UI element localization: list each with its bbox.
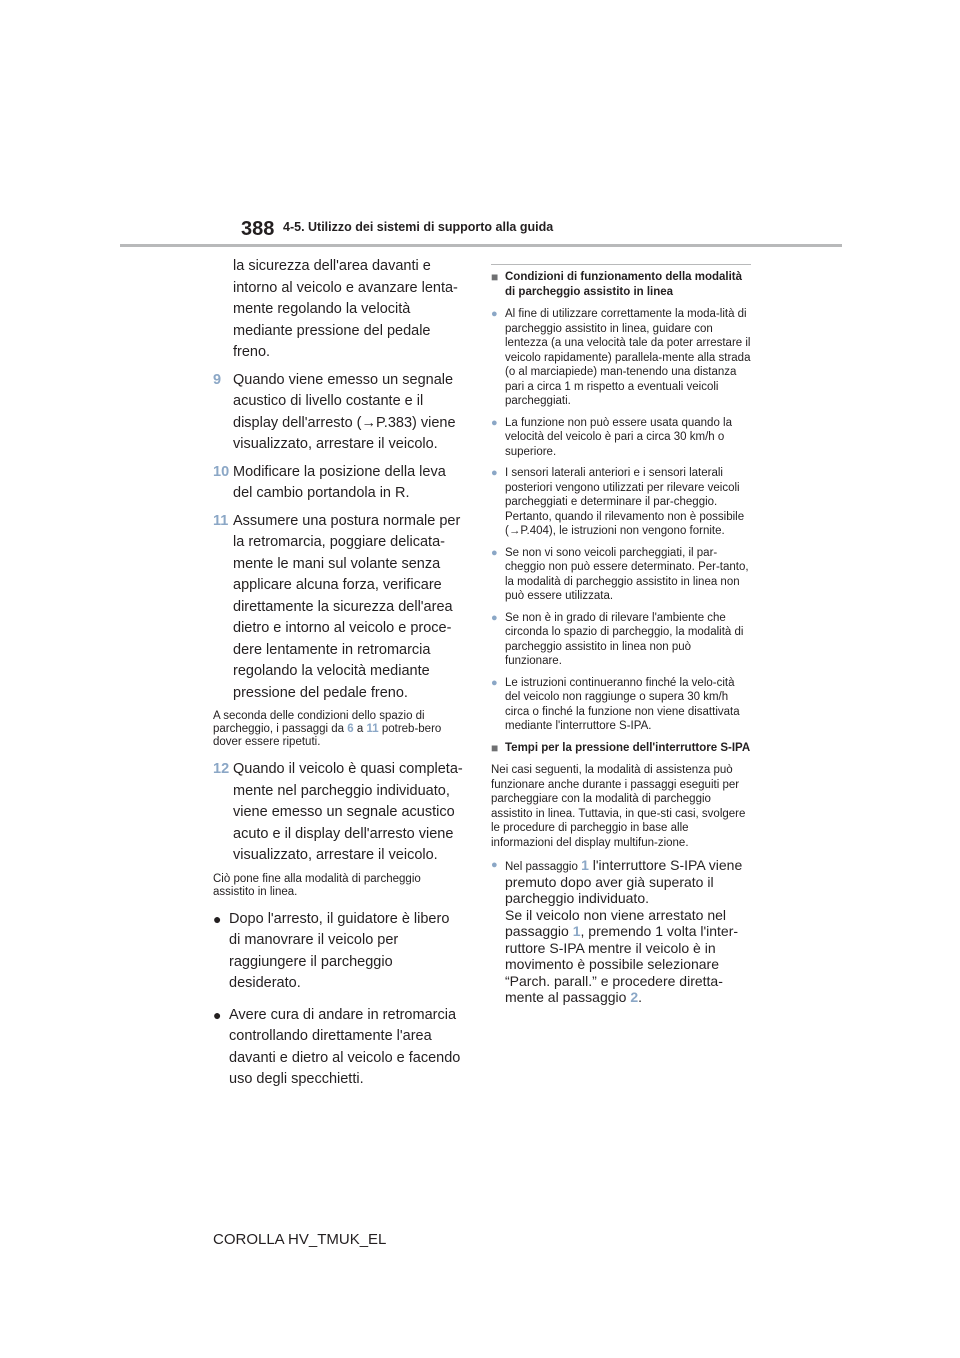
subsection-heading — [491, 270, 751, 299]
item-text: Se il veicolo non viene arrestato nel passaggio — [505, 906, 727, 939]
list-item — [491, 307, 751, 409]
circle-bullet-icon: ● — [491, 676, 498, 689]
heading-text: Condizioni di funzionamento della modalità di parcheggio assistito in linea — [505, 271, 743, 298]
list-item-text: La funzione non può essere usata quando la velocità del veicolo è pari a circa 30 km/h o superiore. — [505, 416, 732, 458]
list-item-text: Se non è in grado di rilevare l'ambiente che circonda lo spazio di parcheggio, la modalità di parcheggio assistito in linea non può funzionare. — [505, 611, 744, 667]
bullet-item — [213, 1005, 463, 1091]
square-bullet-icon: ■ — [491, 740, 499, 755]
subsection-heading — [491, 741, 751, 756]
bullet-text: Avere cura di andare in retromarcia controllando direttamente l'area davanti e dietro al veicolo e facendo uso degli specchietti. — [229, 1006, 461, 1087]
step-ref: 6 — [347, 723, 354, 735]
repeat-note — [213, 710, 463, 749]
step-9 — [213, 370, 463, 456]
step-text: Quando viene emesso un segnale acustico di livello costante e il display dell'arresto (→P.383) viene visualizzato, arrestare il veicolo. — [233, 371, 456, 452]
step-ref: 1 — [572, 923, 581, 939]
step-text: Quando il veicolo è quasi completa-mente nel parcheggio individuato, viene emesso un segnale acustico acuto e il display dell'arresto viene visualizzato, arrestare il veicolo. — [233, 761, 463, 863]
left-column — [213, 256, 463, 1101]
list-item — [491, 466, 751, 539]
list-item — [491, 676, 751, 734]
paragraph: Nei casi seguenti, la modalità di assistenza può funzionare anche durante i passaggi eseguiti per parcheggiare con la modalità di parcheggio assistito in linea. Tuttavia, in que-sti casi, svolgere le procedure di parcheggio in base alle informazioni del display multifun-zione. — [491, 764, 746, 849]
list-item — [491, 611, 751, 669]
bullet-dot-icon: ● — [213, 910, 222, 927]
step-ref: 1 — [581, 857, 589, 873]
list-item-text: I sensori laterali anteriori e i sensori laterali posteriori vengono utilizzati per rilevare veicoli parcheggiati e determinare il par-cheggio. Pertanto, quando il rilevamento non è possibile (→P.404), le istruzioni non vengono fornite. — [505, 467, 745, 537]
step-number: 12 — [213, 761, 230, 777]
step-11 — [213, 511, 463, 705]
list-item-text — [505, 858, 751, 1007]
bullet-item — [213, 909, 463, 995]
page-number: 388 — [241, 218, 275, 240]
section-title: 4-5. Utilizzo dei sistemi di supporto alla guida — [283, 220, 554, 234]
right-column — [491, 264, 751, 1014]
step-number: 10 — [213, 463, 230, 480]
step-ref: 11 — [366, 723, 379, 735]
step-10 — [213, 462, 463, 505]
step-text: Assumere una postura normale per la retromarcia, poggiare delicata-mente le mani sul volante senza applicare alcuna forza, verificare direttamente la sicurezza dell'area dietro e intorno al veicolo e proce-dere lentamente in retromarcia regolando la velocità mediante pressione del pedale freno. — [233, 512, 461, 701]
list-item-text: Se non vi sono veicoli parcheggiati, il par-cheggio non può essere determinato. Per-tanto, la modalità di parcheggio assistito in linea non può essere utilizzata. — [505, 546, 749, 602]
list-item — [491, 546, 751, 604]
note-text: a — [353, 723, 367, 735]
heading-text: Tempi per la pressione dell'interruttore S-IPA — [505, 741, 751, 754]
step-ref: 2 — [630, 989, 639, 1005]
item-text: Nel passaggio — [505, 861, 582, 873]
header-divider — [120, 244, 842, 247]
bullet-dot-icon: ● — [213, 1006, 222, 1023]
item-text: . — [638, 989, 642, 1005]
bullet-text: Dopo l'arresto, il guidatore è libero di manovrare il veicolo per raggiungere il parcheggio desiderato. — [229, 910, 450, 991]
list-item-text: Al fine di utilizzare correttamente la moda-lità di parcheggio assistito in linea, guidare con lentezza (a una velocità tale da poter arrestare il veicolo rapidamente) parallela-mente alla strada (o al marciapiede) man-tenendo una distanza pari a circa 1 m rispetto a eventuali veicoli parcheggiati. — [505, 308, 751, 407]
note-text: potreb-bero dover essere ripetuti. — [213, 723, 442, 748]
circle-bullet-icon: ● — [491, 416, 498, 429]
square-bullet-icon: ■ — [491, 270, 499, 284]
step-continuation: la sicurezza dell'area davanti e intorno al veicolo e avanzare lenta-mente regolando la velocità mediante pressione del pedale freno. — [233, 258, 458, 360]
list-item — [491, 416, 751, 460]
item-text: l'interruttore S-IPA viene premuto dopo aver già superato il parcheggio individuato. — [505, 857, 743, 906]
circle-bullet-icon: ● — [491, 859, 498, 871]
subsection-divider — [491, 264, 751, 265]
circle-bullet-icon: ● — [491, 611, 498, 624]
note-text: A seconda delle condizioni dello spazio di parcheggio, i passaggi da — [213, 710, 425, 735]
footer-model-code: COROLLA HV_TMUK_EL — [213, 1231, 387, 1248]
step-text: Modificare la posizione della leva del cambio portandola in R. — [233, 463, 446, 501]
step-number: 11 — [213, 512, 229, 529]
item-text: , premendo 1 volta l'inter-ruttore S-IPA mentre il veicolo è in movimento è possibile selezionare “Parch. parall.” e procedere diretta-mente al passaggio — [505, 923, 739, 1005]
end-note: Ciò pone fine alla modalità di parcheggio assistito in linea. — [213, 872, 421, 898]
list-item-text: Le istruzioni continueranno finché la velo-cità del veicolo non raggiunge o supera 30 km/h circa o finché la funzione non viene disattivata mediante l'interruttore S-IPA. — [505, 676, 740, 732]
circle-bullet-icon: ● — [491, 467, 498, 479]
step-12 — [213, 759, 463, 867]
circle-bullet-icon: ● — [491, 308, 498, 320]
circle-bullet-icon: ● — [491, 546, 498, 559]
list-item — [491, 858, 751, 1007]
step-number: 9 — [213, 371, 222, 388]
